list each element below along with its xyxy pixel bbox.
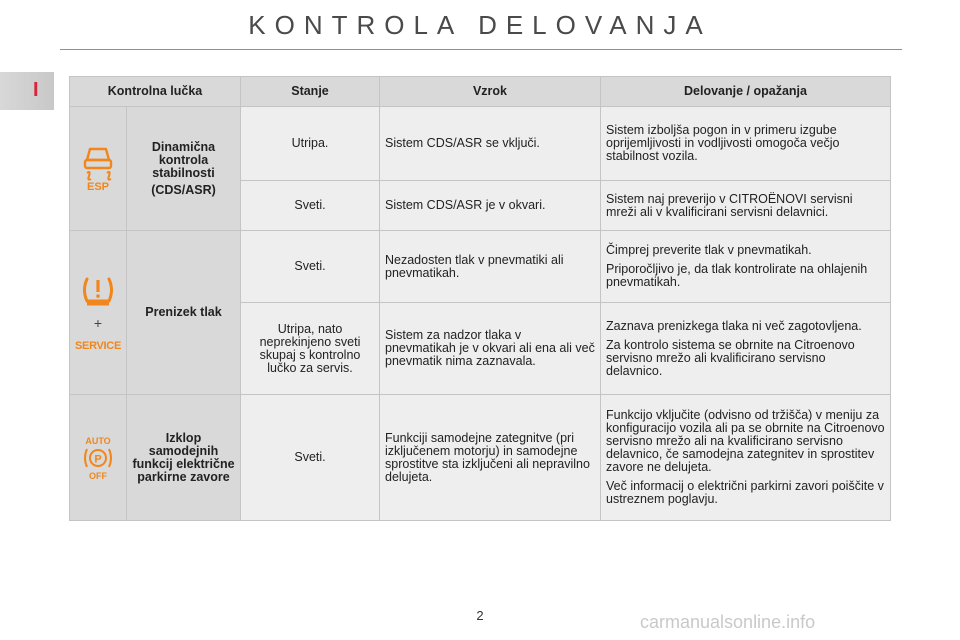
parking-icon-cell <box>70 395 127 521</box>
warning-lamps-table <box>69 76 891 521</box>
state-cell: Utripa. <box>241 107 380 181</box>
cause-cell: Nezadosten tlak v pnevmatiki ali pnevmatikah. <box>380 231 601 303</box>
table-header-row <box>70 77 891 107</box>
esp-icon-cell <box>70 107 127 231</box>
chapter-tab-label: I <box>33 79 39 101</box>
cause-cell: Funkciji samodejne zategnitve (pri izključenem motorju) in samodejne sprostitve sta izključeni ali nepravilno delujeta. <box>380 395 601 521</box>
lamp-name-tyre-text: Prenizek tlak <box>145 305 222 319</box>
lamp-name-parking-text: Izklop samodejnih funkcij električne parkirne zavore <box>132 430 235 484</box>
action-cell: Sistem izboljša pogon in v primeru izgube oprijemljivosti in vodljivosti omogoča večjo stabilnost vozila. <box>601 107 891 181</box>
state-cell: Sveti. <box>241 395 380 521</box>
title-divider <box>60 49 902 50</box>
header-cause: Vzrok <box>380 77 601 107</box>
svg-text:OFF: OFF <box>89 470 107 481</box>
cause-cell: Sistem za nadzor tlaka v pnevmatikah je v okvari ali ena ali več pnevmatik nima zaznavala. <box>380 303 601 395</box>
action-cell: Sistem naj preverijo v CITROËNOVI servisni mreži ali v kvalificirani servisni delavnici. <box>601 181 891 231</box>
table-row <box>70 107 891 181</box>
state-cell: Sveti. <box>241 231 380 303</box>
svg-text:P: P <box>94 453 102 465</box>
tyre-icon-cell <box>70 231 127 395</box>
header-action: Delovanje / opažanja <box>601 77 891 107</box>
action-cell: Čimprej preverite tlak v pnevmatikah. Priporočljivo je, da tlak kontrolirate na ohlajenih pnevmatikah. <box>601 231 891 303</box>
table-row <box>70 231 891 303</box>
page-number: 2 <box>476 608 484 623</box>
header-state: Stanje <box>241 77 380 107</box>
svg-text:AUTO: AUTO <box>85 435 111 446</box>
action-cell: Funkcijo vključite (odvisno od tržišča) v meniju za konfiguracijo vozila ali pa se obrnite na Citroenovo servisno mrežo ali na kvalificirano servisno delavnico, če samodejna zategnitev in sprostitev zavore ne delujeta. Več informacij o električni parkirni zavori poiščite v ustreznem poglavju. <box>601 395 891 521</box>
icon-plus: + <box>93 314 103 331</box>
cause-cell: Sistem CDS/ASR je v okvari. <box>380 181 601 231</box>
parking-brake-auto-off-icon <box>80 435 116 481</box>
cause-cell: Sistem CDS/ASR se vključi. <box>380 107 601 181</box>
header-lamp: Kontrolna lučka <box>70 77 241 107</box>
table-row <box>70 395 891 521</box>
watermark: carmanualsonline.info <box>640 612 816 632</box>
state-cell: Utripa, nato neprekinjeno sveti skupaj s kontrolno lučko za servis. <box>241 303 380 395</box>
state-cell: Sveti. <box>241 181 380 231</box>
chapter-tab[interactable] <box>0 72 54 110</box>
svg-text:ESP: ESP <box>86 180 110 192</box>
tyre-pressure-icon <box>80 273 116 307</box>
action-cell: Zaznava prenizkega tlaka ni več zagotovljena. Za kontrolo sistema se obrnite na Citroenovo servisno mrežo ali kvalificirano servisno delavnico. <box>601 303 891 395</box>
page-title: KONTROLA DELOVANJA <box>248 10 712 40</box>
lamp-name-esp-text: Dinamična kontrola stabilnosti <box>151 139 216 180</box>
lamp-name-tyre <box>127 231 241 395</box>
lamp-name-parking <box>127 395 241 521</box>
esp-skid-icon <box>81 146 115 192</box>
lamp-name-esp <box>127 107 241 231</box>
lamp-name-esp-sub: (CDS/ASR) <box>151 182 216 197</box>
service-icon: SERVICE <box>75 339 121 352</box>
